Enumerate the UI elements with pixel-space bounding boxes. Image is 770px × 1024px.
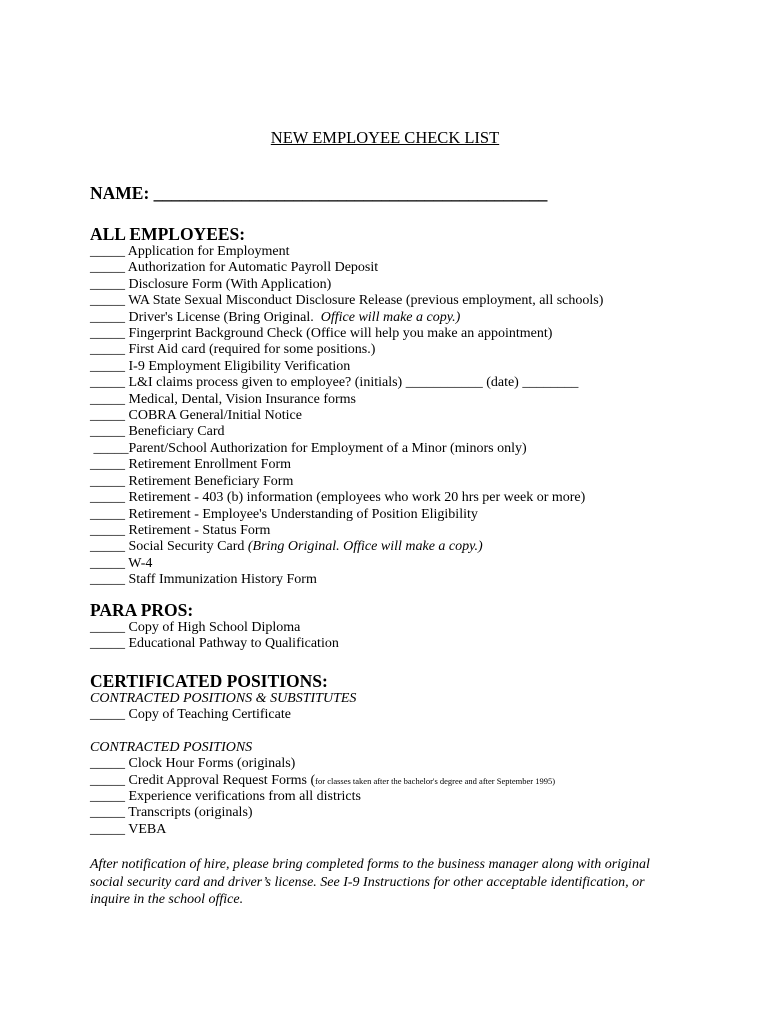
checklist-item-small-note: for classes taken after the bachelor's degree and after September 1995) (315, 775, 556, 786)
checklist-item (90, 277, 750, 293)
checklist-item-text: Fingerprint Background Check (Office will help you make an appointment) (128, 326, 553, 342)
checklist-item-text: Credit Approval Request Forms ( (128, 772, 316, 788)
contracted-positions-subheading: CONTRACTED POSITIONS (90, 739, 253, 755)
check-blank: _____ (90, 244, 128, 259)
checklist-item (90, 556, 750, 572)
checklist-item-text: Copy of Teaching Certificate (128, 707, 291, 723)
checklist-item-text: Retirement - 403 (b) information (employees who work 20 hrs per week or more) (128, 490, 586, 506)
checklist-item (90, 789, 750, 805)
checklist-item-text: Clock Hour Forms (originals) (128, 756, 296, 772)
checklist-item (90, 523, 750, 539)
checklist-item (90, 474, 750, 490)
contracted-substitutes-subheading: CONTRACTED POSITIONS & SUBSTITUTES (90, 691, 357, 706)
all-employees-list (90, 244, 750, 589)
checklist-item-text: W-4 (128, 555, 153, 571)
check-blank: _____ (90, 805, 129, 821)
check-blank: _____ (90, 821, 129, 837)
certificated-heading: CERTIFICATED POSITIONS: (90, 671, 328, 691)
checklist-item (90, 620, 750, 636)
para-pros-heading: PARA PROS: (90, 600, 194, 620)
checklist-item-text: Transcripts (originals) (128, 805, 253, 821)
checklist-item-italic-note: Office will make a copy.) (320, 309, 461, 325)
check-blank: _____ (90, 457, 129, 473)
checklist-item (90, 441, 750, 457)
checklist-item (90, 539, 750, 555)
check-blank: _____ (90, 490, 129, 506)
checklist-item-text: Driver's License (Bring Original. (128, 309, 321, 325)
check-blank: _____ (90, 756, 129, 772)
check-blank: _____ (90, 375, 129, 391)
checklist-item-text: VEBA (128, 821, 167, 837)
checklist-item-text: Educational Pathway to Qualification (128, 636, 339, 652)
checklist-item-text: Staff Immunization History Form (128, 572, 317, 588)
check-blank: _____ (90, 522, 129, 538)
checklist-item-text: Retirement Enrollment Form (128, 457, 292, 473)
checklist-item (90, 293, 750, 309)
checklist-item-text: Social Security Card (128, 539, 248, 555)
checklist-item-text: Retirement - Employee's Understanding of Position Eligibility (128, 506, 478, 522)
all-employees-section (90, 224, 750, 589)
checklist-item (90, 805, 750, 821)
check-blank: _____ (90, 789, 129, 805)
checklist-item (90, 244, 750, 260)
checklist-item-text: L&I claims process given to employee? (initials) ___________ (date) ________ (128, 375, 579, 391)
check-blank: _____ (90, 506, 129, 522)
checklist-item (90, 326, 750, 342)
check-blank: _____ (90, 342, 129, 358)
para-pros-list (90, 620, 750, 653)
check-blank: _____ (90, 555, 129, 571)
checklist-item-text: Application for Employment (127, 244, 290, 259)
check-blank: _____ (90, 408, 129, 424)
checklist-item-text: Retirement Beneficiary Form (128, 473, 294, 489)
check-blank: _____ (90, 309, 129, 325)
checklist-item-text: COBRA General/Initial Notice (128, 408, 302, 424)
checklist-item-italic-note: (Bring Original. Office will make a copy.) (247, 539, 483, 555)
footer-note: After notification of hire, please bring completed forms to the business manager along with original social security card and driver’s license. See I-9 Instructions for other acceptable identification, or inquire in the school office. (90, 857, 650, 907)
checklist-item (90, 457, 750, 473)
check-blank: _____ (90, 772, 129, 788)
checklist-item-text: I-9 Employment Eligibility Verification (128, 358, 351, 374)
checklist-item (90, 342, 750, 358)
all-employees-heading: ALL EMPLOYEES: (90, 224, 246, 244)
check-blank: _____ (90, 636, 129, 652)
check-blank: _____ (90, 391, 129, 407)
checklist-item-text: Medical, Dental, Vision Insurance forms (128, 391, 357, 407)
checklist-item (90, 707, 750, 723)
name-input-line: _____________________________________________ (153, 183, 548, 203)
checklist-item (90, 310, 750, 326)
check-blank: _____ (90, 424, 129, 440)
checklist-item (90, 408, 750, 424)
checklist-item (90, 773, 750, 789)
check-blank: _____ (90, 440, 129, 456)
checklist-item-text: Experience verifications from all districts (128, 789, 361, 805)
checklist-item (90, 359, 750, 375)
checklist-item (90, 507, 750, 523)
name-field (90, 183, 547, 204)
check-blank: _____ (90, 539, 129, 555)
checklist-item (90, 260, 750, 276)
checklist-item (90, 392, 750, 408)
check-blank: _____ (90, 276, 129, 292)
checklist-item-text: Beneficiary Card (128, 424, 225, 440)
check-blank: _____ (90, 473, 129, 489)
contracted-positions-list (90, 756, 750, 838)
checklist-item-text: Retirement - Status Form (128, 522, 271, 538)
checklist-item-text: Authorization for Automatic Payroll Deposit (127, 260, 379, 276)
certificated-section (90, 671, 750, 838)
check-blank: _____ (90, 572, 129, 588)
checklist-item (90, 375, 750, 391)
name-label: NAME: (90, 183, 150, 203)
contracted-substitutes-list (90, 707, 750, 723)
checklist-item (90, 572, 750, 588)
para-pros-section (90, 600, 750, 653)
checklist-item (90, 490, 750, 506)
page-title: NEW EMPLOYEE CHECK LIST (270, 128, 500, 147)
checklist-item (90, 756, 750, 772)
check-blank: _____ (90, 620, 129, 635)
checklist-item-text: Copy of High School Diploma (128, 620, 301, 635)
checklist-item (90, 424, 750, 440)
check-blank: _____ (90, 293, 129, 309)
checklist-item-text: WA State Sexual Misconduct Disclosure Release (previous employment, all schools) (128, 293, 604, 309)
checklist-item-text: Disclosure Form (With Application) (128, 276, 332, 292)
checklist-item-text: First Aid card (required for some positions.) (128, 342, 376, 358)
checklist-item (90, 822, 750, 838)
checklist-item-text: Parent/School Authorization for Employment of a Minor (minors only) (128, 440, 527, 456)
checklist-item (90, 636, 750, 652)
check-blank: _____ (90, 326, 129, 342)
check-blank: _____ (90, 358, 129, 374)
check-blank: _____ (90, 260, 128, 276)
check-blank: _____ (90, 707, 129, 723)
